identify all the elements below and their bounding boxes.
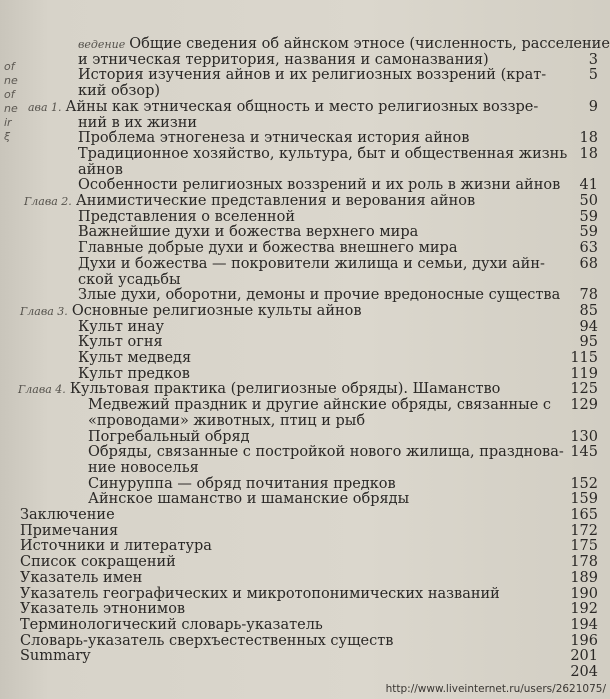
toc-page-number: 145 [570,444,598,461]
toc-page-number: 59 [579,208,598,225]
toc-entry [20,633,393,649]
toc-entry-title: Проблема этногенеза и этническая история айнов [78,130,470,147]
toc-entry-title: Важнейшие духи и божества верхнего мира [78,224,419,241]
toc-page-number: 190 [570,585,598,602]
toc-entry-title: ние новоселья [88,459,199,476]
toc-entry [18,381,500,398]
toc-entry-title: Заключение [20,507,115,523]
toc-entry [20,507,115,523]
toc-entry-title: Духи и божества — покровители жилища и семьи, духи айн- [78,255,545,272]
toc-page-number: 196 [570,632,598,649]
toc-entry [78,224,418,240]
toc-entry-title: Источники и литература [20,538,212,555]
toc-entry [78,115,197,131]
toc-entry-title: айнов [78,161,123,178]
toc-entry [88,460,199,476]
toc-entry-title: Айнское шаманство и шаманские обряды [88,491,410,508]
toc-page-number: 94 [579,318,598,335]
toc-entry [20,601,185,617]
toc-entry-title: Айны как этническая общность и место религиозных воззре- [65,98,539,115]
toc-page-number: 192 [570,601,598,618]
toc-entry-title: Указатель имен [20,569,143,586]
adjacent-page-margin-text: of ne of ne ir ξ [4,60,18,143]
toc-entry-title: и этническая территория, названия и самоназвания) [78,51,489,68]
toc-page-number: 189 [570,569,598,586]
toc-entry-title: Особенности религиозных воззрений и их роль в жизни айнов [78,177,561,194]
toc-entry-title: Культ огня [78,334,163,351]
toc-page-number: 18 [579,130,598,147]
toc-entry-title: Культ инау [78,318,164,335]
chapter-label: ведение [78,38,126,51]
toc-page-number: 159 [570,491,598,508]
toc-entry [78,319,164,335]
toc-entry [78,52,489,68]
toc-entry [88,491,409,507]
toc-entry [78,67,546,83]
toc-entry [88,429,250,445]
toc-page-number: 50 [579,193,598,209]
toc-page-number: 59 [579,224,598,241]
toc-entry [78,240,457,256]
toc-entry [20,523,118,539]
toc-page-number: 204 [570,664,598,680]
toc-page-number: 194 [570,616,598,633]
toc-entry-title: Список сокращений [20,554,176,571]
toc-entry-title: Злые духи, оборотни, демоны и прочие вредоносные существа [78,287,561,304]
toc-entry-title: Культ предков [78,365,190,382]
chapter-label: Глава 2. [24,195,72,208]
toc-page-number: 68 [579,255,598,272]
toc-entry [24,193,475,210]
toc-entry [20,303,362,320]
toc-entry [28,99,538,116]
toc-entry-title: Словарь-указатель сверхъестественных существ [20,632,394,649]
chapter-label: Глава 4. [18,383,66,397]
toc-entry-title: Указатель этнонимов [20,601,186,618]
toc-entry [78,83,160,99]
toc-entry-title: Культ медведя [78,350,192,366]
toc-entry [88,397,551,413]
toc-page-number: 178 [570,554,598,571]
toc-entry [78,209,295,225]
toc-page-number: 152 [570,475,598,492]
toc-entry-title: Анимистические представления и верования айнов [75,193,476,209]
toc-entry [78,334,163,350]
toc-entry [78,256,545,272]
toc-page-number: 5 [588,67,598,84]
toc-entry [78,162,123,178]
toc-entry [88,444,564,460]
toc-entry [20,586,500,602]
toc-entry-title: Обряды, связанные с постройкой нового жилища, празднова- [88,444,564,461]
toc-entry-title: ний в их жизни [78,114,198,131]
toc-page-number: 115 [570,350,598,366]
toc-entry [78,350,191,366]
toc-entry-title: Основные религиозные культы айнов [71,302,362,319]
toc-entry-title: Представления о вселенной [78,208,295,225]
toc-page-number: 172 [570,522,598,539]
toc-page-number: 130 [570,428,598,445]
toc-entry [20,648,91,664]
toc-entry [88,413,365,429]
toc-entry-title: Summary [20,648,91,665]
toc-entry [78,366,190,382]
toc-page-number: 78 [579,287,598,304]
chapter-label: ава 1. [28,100,62,114]
toc-entry-title: Погребальный обряд [88,428,250,445]
toc-entry [20,570,142,586]
toc-entry-title: кий обзор) [78,83,161,100]
toc-entry-title: История изучения айнов и их религиозных воззрений (крат- [78,67,547,84]
toc-page-number: 63 [579,240,598,257]
toc-page-number: 95 [579,334,598,351]
toc-page-number: 18 [579,145,598,162]
toc-entry [78,36,610,53]
toc-entry-title: Культовая практика (религиозные обряды). Шаманство [69,381,501,398]
toc-entry-title: ской усадьбы [78,271,181,288]
toc-entry-title: Терминологический словарь-указатель [20,616,323,633]
toc-page-number: 125 [570,381,598,398]
toc-page-number: 41 [579,177,598,194]
toc-page-number: 129 [570,397,598,414]
toc-entry-title: Указатель географических и микротопонимических названий [20,585,500,602]
toc-entry [78,130,469,146]
toc-entry-title: Примечания [20,522,119,539]
toc-entry-title: Общие сведения об айнском этносе (численность, расселение [129,36,610,52]
toc-entry [20,538,212,554]
toc-entry-title: «проводами» животных, птиц и рыб [88,412,366,429]
toc-entry-title: Традиционное хозяйство, культура, быт и общественная жизнь [78,145,568,162]
chapter-label: Глава 3. [20,304,68,318]
toc-entry [78,272,181,288]
toc-page-number: 175 [570,538,598,555]
toc-entry-title: Медвежий праздник и другие айнские обряды, связанные с [88,397,552,414]
toc-page-number: 165 [570,507,598,523]
toc-entry [78,146,567,162]
toc-page-number: 119 [570,365,598,382]
toc-entry-title: Синуруппа — обряд почитания предков [88,475,396,492]
toc-entry [78,287,560,303]
toc-page-number: 201 [570,648,598,665]
toc-page-number: 85 [579,302,598,319]
source-url: http://www.liveinternet.ru/users/2621075/ [385,683,606,695]
toc-entry-title: Главные добрые духи и божества внешнего мира [78,240,458,257]
toc-entry [78,177,560,193]
toc-entry [20,554,176,570]
toc-entry [20,617,323,633]
toc-page-number: 9 [588,98,598,115]
toc-page-number: 3 [588,51,598,68]
toc-entry [88,476,396,492]
